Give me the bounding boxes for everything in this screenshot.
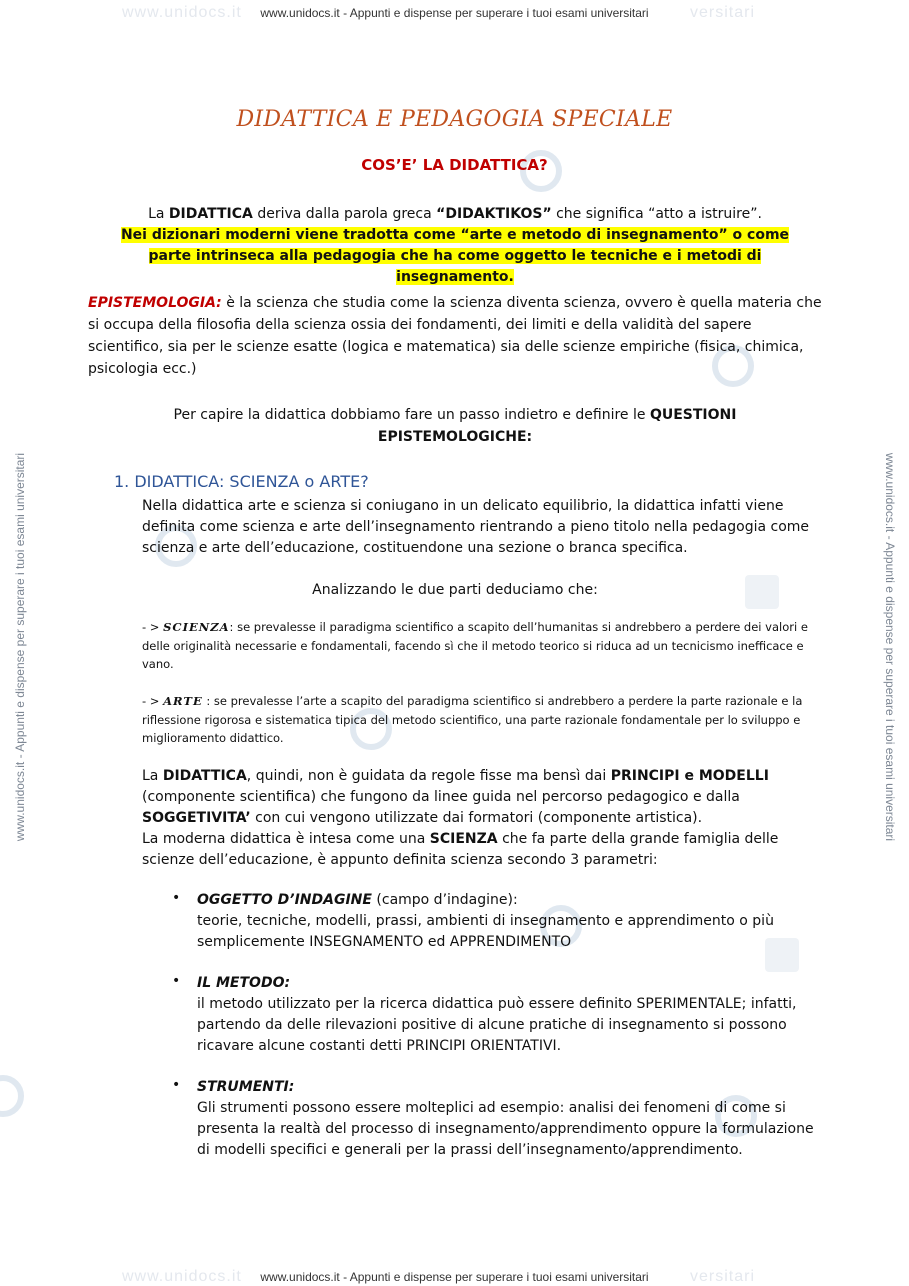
didattica-text: con cui vengono utilizzate dai formatori (componente artistica). xyxy=(250,810,703,826)
list-item-text: il metodo utilizzato per la ricerca didattica può essere definito SPERIMENTALE; infatti, partendo da delle rilevazioni positive di alcune pratiche di insegnamento si possono ricavare alcune costanti detti PRINCIPI ORIENTATIVI. xyxy=(197,996,797,1054)
epistemologia-label: EPISTEMOLOGIA: xyxy=(88,295,222,311)
questioni-paragraph xyxy=(100,404,810,448)
arte-text: : se prevalesse l’arte a scapito del paradigma scientifico si andrebbero a perdere la parte razionale e la riflessione rigorosa e sistematica tipica del metodo scientifico, una parte razionale fondamentale per lo sviluppo e miglioramento didattico. xyxy=(142,694,803,745)
intro-text: deriva dalla parola greca xyxy=(252,206,437,222)
soggettivita-keyword: SOGGETIVITA’ xyxy=(142,810,251,826)
section-question-title: COS’E’ LA DIDATTICA? xyxy=(361,156,548,174)
list-item xyxy=(197,1077,827,1161)
arte-label: ARTE xyxy=(163,694,203,708)
epistemologia-paragraph xyxy=(88,292,828,380)
principi-keyword: PRINCIPI e MODELLI xyxy=(610,768,769,784)
intro-greek-word: “DIDAKTIKOS” xyxy=(436,206,552,222)
list-item-suffix: (campo d’indagine): xyxy=(371,892,518,908)
section-heading: 1. DIDATTICA: SCIENZA o ARTE? xyxy=(114,472,369,491)
watermark-ghost-right: versitari xyxy=(690,4,756,21)
list-item-label: OGGETTO D’INDAGINE xyxy=(197,892,372,908)
watermark-logo-icon xyxy=(0,1075,24,1117)
arte-paragraph xyxy=(142,692,822,748)
watermark-left-side: www.unidocs.it - Appunti e dispense per superare i tuoi esami universitari xyxy=(13,452,27,842)
intro-text: La xyxy=(148,206,169,222)
document-title: DIDATTICA E PEDAGOGIA SPECIALE xyxy=(236,107,673,132)
list-item-text: teorie, tecniche, modelli, prassi, ambienti di insegnamento e apprendimento o più semplicemente INSEGNAMENTO ed APPRENDIMENTO xyxy=(197,913,774,950)
epistemologia-text: è la scienza che studia come la scienza diventa scienza, ovvero è quella materia che si occupa della filosofia della scienza ossia dei fondamenti, dei limiti e della validità del sapere scientifico, sia per le scienze esatte (logica e matematica) sia delle scienze empiriche (fisica, chimica, psicologia ecc.) xyxy=(88,295,822,377)
didattica-keyword: DIDATTICA xyxy=(162,768,247,784)
watermark-bottom: www.unidocs.it - Appunti e dispense per superare i tuoi esami universitari xyxy=(260,1270,649,1284)
questioni-keyword: QUESTIONI EPISTEMOLOGICHE: xyxy=(377,407,737,445)
list-item-label: STRUMENTI: xyxy=(197,1079,295,1095)
list-item xyxy=(197,890,827,953)
didattica-text: La xyxy=(142,768,163,784)
didattica-text: (componente scientifica) che fungono da linee guida nel percorso pedagogico e dalla xyxy=(142,789,740,805)
scienza-label: SCIENZA xyxy=(163,620,230,634)
scienza-text: che fa parte della grande famiglia delle scienze dell’educazione, è appunto definita scienza secondo 3 parametri: xyxy=(142,831,779,868)
analisi-line: Analizzando le due parti deduciamo che: xyxy=(312,582,598,598)
list-item-label: IL METODO: xyxy=(197,975,291,991)
intro-text: che significa “atto a istruire”. xyxy=(551,206,762,222)
scienza-paragraph xyxy=(142,618,822,674)
watermark-ghost-bottom-left: www.unidocs.it xyxy=(122,1268,242,1285)
bullet-icon: • xyxy=(172,973,181,989)
intro-keyword: DIDATTICA xyxy=(168,206,253,222)
list-item xyxy=(197,973,827,1057)
bullet-icon: • xyxy=(172,1077,181,1093)
questioni-text: Per capire la didattica dobbiamo fare un passo indietro e definire le xyxy=(173,407,650,423)
section-paragraph: Nella didattica arte e scienza si coniugano in un delicato equilibrio, la didattica infatti viene definita come scienza e arte dell’insegnamento rientrando a pieno titolo nella pedagogia come scienza e arte dell’educazione, costituendone una sezione o branca specifica. xyxy=(142,498,810,556)
didattica-paragraph xyxy=(142,766,822,871)
bullet-icon: • xyxy=(172,890,181,906)
watermark-top: www.unidocs.it - Appunti e dispense per superare i tuoi esami universitari xyxy=(260,6,649,20)
watermark-right-side: www.unidocs.it - Appunti e dispense per superare i tuoi esami universitari xyxy=(883,452,897,842)
watermark-ghost-left: www.unidocs.it xyxy=(122,4,242,21)
intro-paragraph xyxy=(100,204,810,288)
scienza-prefix: - > xyxy=(142,620,164,634)
watermark-ghost-bottom-right: versitari xyxy=(690,1268,756,1285)
scienza-text: : se prevalesse il paradigma scientifico a scapito dell’humanitas si andrebbero a perdere dei valori e delle originalità necessarie e fondamentali, facendo sì che il metodo teorico si riduca ad un tecnicismo inefficace e vano. xyxy=(142,620,808,671)
scienza-keyword: SCIENZA xyxy=(429,831,498,847)
highlighted-definition: Nei dizionari moderni viene tradotta come “arte e metodo di insegnamento” o come parte intrinseca alla pedagogia che ha come oggetto le tecniche e i metodi di insegnamento. xyxy=(120,227,790,285)
didattica-text: , quindi, non è guidata da regole fisse ma bensì dai xyxy=(246,768,611,784)
scienza-text: La moderna didattica è intesa come una xyxy=(142,831,430,847)
list-item-text: Gli strumenti possono essere molteplici ad esempio: analisi dei fenomeni di come si presenta la realtà del processo di insegnamento/apprendimento oppure la formulazione di modelli specifici e generali per la prassi dell’insegnamento/apprendimento. xyxy=(197,1100,814,1158)
arte-prefix: - > xyxy=(142,694,164,708)
